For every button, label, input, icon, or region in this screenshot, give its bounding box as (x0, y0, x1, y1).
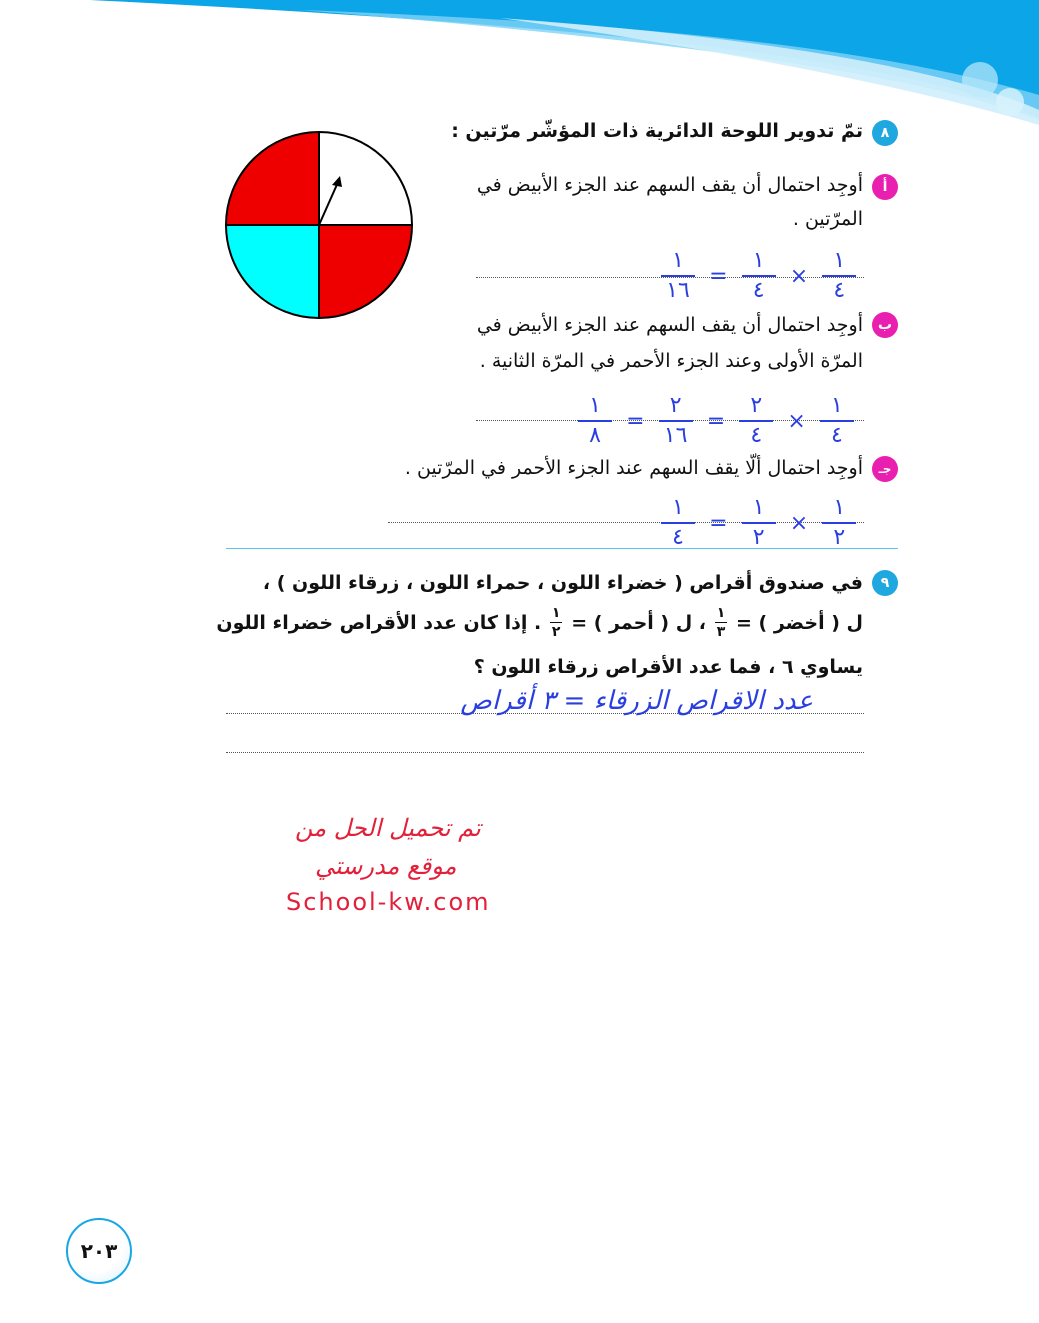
spinner-white-section (319, 132, 412, 225)
part-a-line1: أوجِد احتمال أن يقف السهم عند الجزء الأبيض في (476, 174, 863, 196)
question-9-line3: يساوي ٦ ، فما عدد الأقراص زرقاء اللون ؟ (473, 656, 863, 678)
stamp-line2: موقع مدرستي (315, 852, 457, 880)
part-b-line2: المرّة الأولى وعند الجزء الأحمر في المرّة الثانية . (479, 350, 863, 372)
stamp-line3: School-kw.com (286, 888, 491, 916)
question-8-badge: ٨ (872, 120, 898, 146)
page-number-badge (66, 1218, 132, 1284)
page-number: ٢٠٣ (80, 1239, 118, 1263)
spinner-diagram (222, 130, 416, 322)
answer-9: عدد الاقراص الزرقاء = ٣ أقراص (460, 686, 813, 716)
answer-c: ١ ٤ = ١ ٢ × ١ ٢ (655, 497, 862, 549)
answer-a: ١ ١٦ = ١ ٤ × ١ ٤ (655, 250, 862, 302)
spinner-cyan-section (226, 225, 319, 318)
answer-a-result: ١ ١٦ (661, 250, 695, 302)
fraction-green: $\frac{١}{٣}$ (716, 605, 726, 640)
answer-a-factor2: ١ ٤ (822, 250, 856, 302)
answer-a-factor1: ١ ٤ (742, 250, 776, 302)
header-band (0, 0, 1039, 125)
question-9-line2: ل ( أخضر ) = $\frac{١}{٣}$ ، ل ( أحمر ) = $\frac{١}{٢}$ . إذا كان عدد الأقراص خضراء اللون (216, 605, 863, 640)
stamp-line1: تم تحميل الحل من (295, 814, 481, 842)
part-b-line1: أوجِد احتمال أن يقف السهم عند الجزء الأبيض في (476, 314, 863, 336)
answer-b: ١ ٨ = ٢ ١٦ = ٢ ٤ × ١ ٤ (572, 395, 860, 447)
answer-line-9b (226, 752, 864, 753)
part-c-line1: أوجِد احتمال ألّا يقف السهم عند الجزء الأحمر في المرّتين . (404, 457, 863, 479)
question-9-badge: ٩ (872, 570, 898, 596)
part-b-badge: ب (872, 312, 898, 338)
question-8-text: تمّ تدوير اللوحة الدائرية ذات المؤشّر مرّتين : (451, 120, 863, 142)
spinner-red-section-top (226, 132, 319, 225)
fraction-red: $\frac{١}{٢}$ (551, 605, 561, 640)
part-a-badge: أ (872, 174, 898, 200)
part-a-line2: المرّتين . (792, 208, 863, 230)
spinner-red-section-bottom (319, 225, 412, 318)
part-c-badge: جـ (872, 456, 898, 482)
question-9-line1: في صندوق أقراص ( خضراء اللون ، حمراء اللون ، زرقاء اللون ) ، (262, 572, 863, 594)
section-divider (226, 548, 898, 549)
